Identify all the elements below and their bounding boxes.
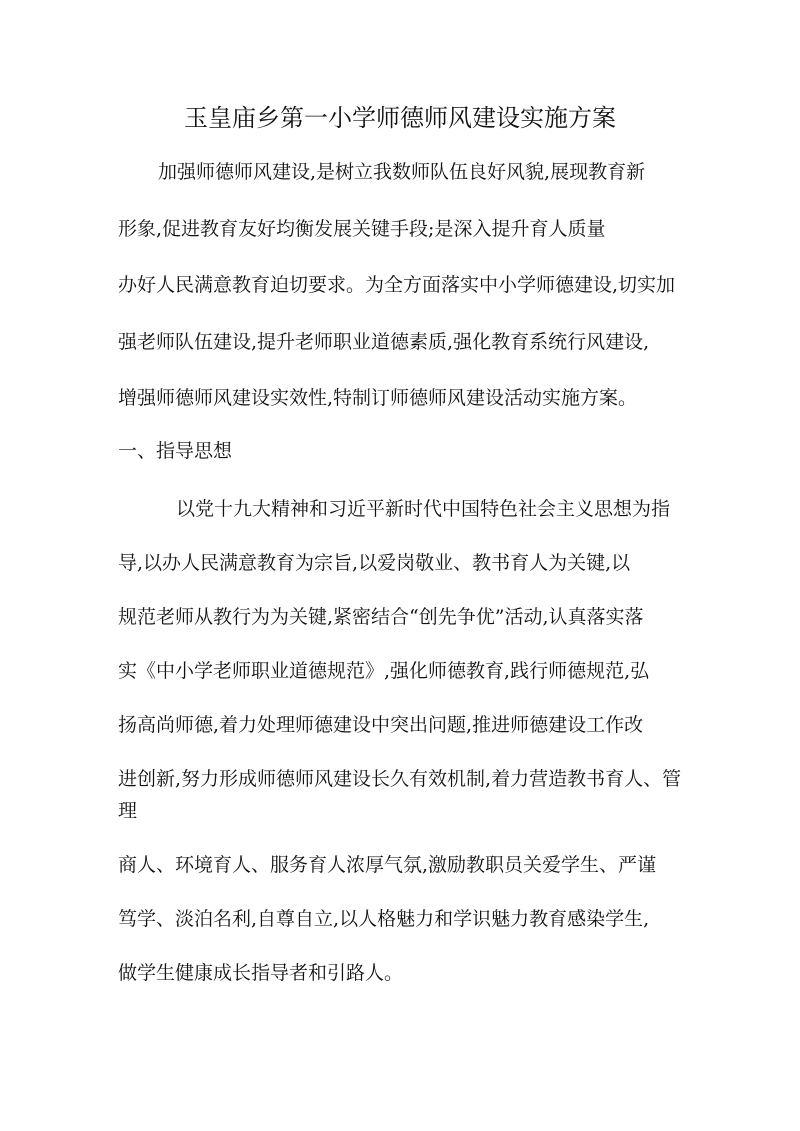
paragraph-line: 规范老师从教行为为关键,紧密结合“创先争优”活动,认真落实落	[118, 606, 644, 628]
document-title: 玉皇庙乡第一小学师德师风建设实施方案	[184, 104, 616, 132]
paragraph-line: 形象,促进教育友好均衡发展关键手段;是深入提升育人质量	[118, 218, 606, 240]
paragraph-line: 做学生健康成长指导者和引路人。	[118, 962, 404, 984]
paragraph-line: 办好人民满意教育迫切要求。为全方面落实中小学师德建设,切实加	[118, 274, 676, 296]
paragraph-line: 导,以办人民满意教育为宗旨,以爱岗敬业、教书育人为关键,以	[118, 552, 631, 574]
paragraph-line: 商人、环境育人、服务育人浓厚气氛,激励教职员关爱学生、严谨	[118, 854, 657, 876]
paragraph-line: 以党十九大精神和习近平新时代中国特色社会主义思想为指	[176, 498, 671, 520]
section-heading: 一、指导思想	[118, 440, 233, 462]
paragraph-line: 进创新,努力形成师德师风建设长久有效机制,着力营造教书育人、管	[118, 768, 682, 790]
paragraph-line: 笃学、淡泊名利,自尊自立,以人格魅力和学识魅力教育感染学生,	[118, 908, 650, 930]
paragraph-line: 加强师德师风建设,是树立我数师队伍良好风貌,展现教育新	[158, 161, 646, 183]
paragraph-line: 增强师德师风建设实效性,特制订师德师风建设活动实施方案。	[118, 387, 638, 409]
paragraph-line: 强老师队伍建设,提升老师职业道德素质,强化教育系统行风建设,	[118, 331, 650, 353]
paragraph-line: 扬高尚师德,着力处理师德建设中突出问题,推进师德建设工作改	[118, 714, 644, 736]
paragraph-line: 实《中小学老师职业道德规范》,强化师德教育,践行师德规范,弘	[118, 660, 650, 682]
paragraph-line: 理	[118, 800, 138, 822]
